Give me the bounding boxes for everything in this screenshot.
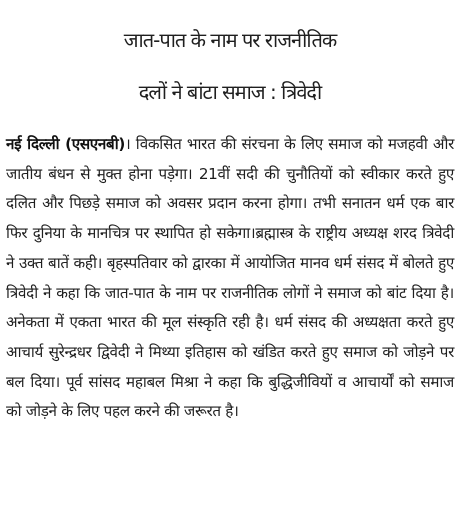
dateline: नई दिल्ली (एसएनबी) <box>6 135 125 153</box>
headline <box>0 0 460 118</box>
article-body-text: । विकसित भारत की संरचना के लिए समाज को मजहवी और जातीय बंधन से मुक्त होना पड़ेगा। 21वीं सदी की चुनौतियों को स्वीकार करते हुए दलित और पिछड़े समाज को अवसर प्रदान करना होगा। तभी सनातन धर्म एक बार फिर दुनिया के मानचित्र पर स्थापित हो सकेगा।ब्रह्मास्त्र के राष्ट्रीय अध्यक्ष शरद त्रिवेदी ने उक्त बातें कही। बृहस्पतिवार को द्वारका में आयोजित मानव धर्म संसद में बोलते हुए त्रिवेदी ने कहा कि जात-पात के नाम पर राजनीतिक लोगों ने समाज को बांट दिया है। अनेकता में एकता भारत की मूल संस्कृति रही है। धर्म संसद की अध्यक्षता करते हुए आचार्य सुरेन्द्रधर द्विवेदी ने मिथ्या इतिहास को खंडित करते हुए समाज को जोड़ने पर बल दिया। पूर्व सांसद महाबल मिश्रा ने कहा कि बुद्धिजीवियों व आचार्यों को समाज को जोड़ने के लिए पहल करने की जरूरत है। <box>6 135 454 421</box>
article-body <box>0 118 460 427</box>
headline-line-2: दलों ने बांटा समाज : त्रिवेदी <box>138 80 322 104</box>
headline-line-1: जात-पात के नाम पर राजनीतिक <box>123 28 337 52</box>
